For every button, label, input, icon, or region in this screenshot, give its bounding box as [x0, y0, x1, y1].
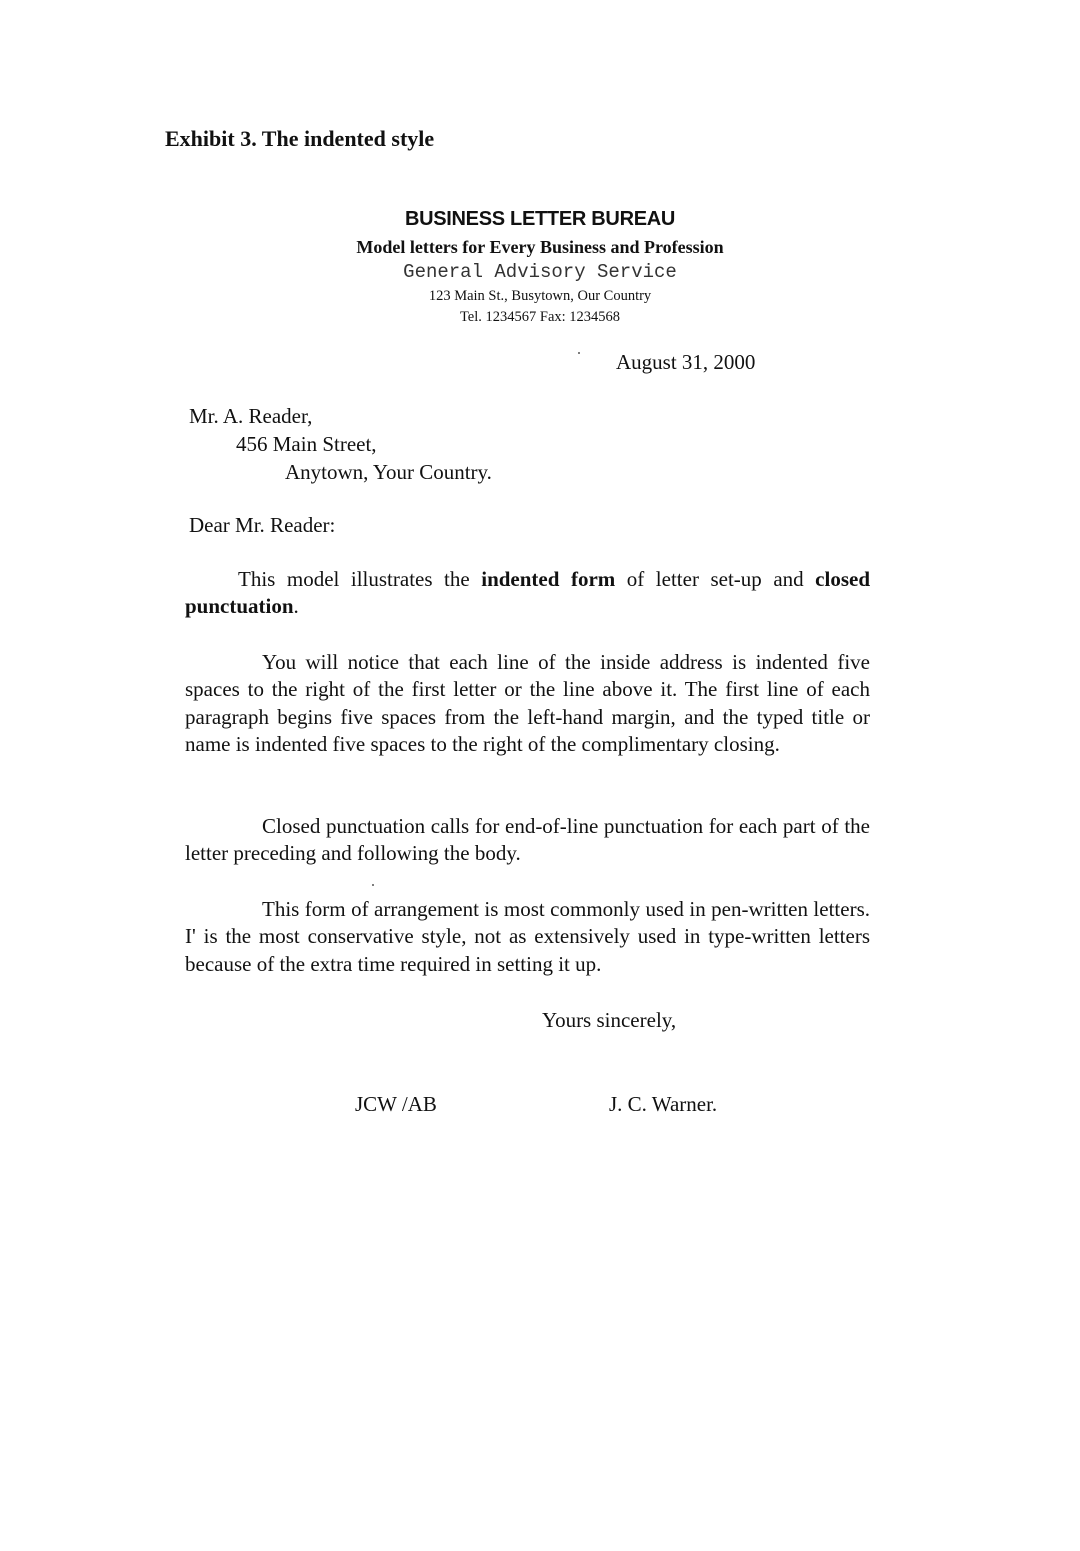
exhibit-title: Exhibit 3. The indented style: [165, 126, 435, 151]
reference-initials: JCW /AB: [355, 1092, 437, 1116]
letterhead-service: General Advisory Service: [403, 261, 677, 283]
inside-address-line: Anytown, Your Country.: [285, 460, 492, 484]
paragraph-text: .: [293, 594, 299, 619]
salutation: Dear Mr. Reader:: [189, 513, 336, 537]
inside-address-line: Mr. A. Reader,: [189, 404, 313, 428]
letterhead-address: 123 Main St., Busytown, Our Country: [428, 288, 652, 304]
letterhead-tagline: Model letters for Every Business and Profession: [356, 237, 724, 257]
body-paragraph-4: This form of arrangement is most commonly used in pen-written letters. I' is the most conservative style, not as extensively used in type-written letters because of the extra time required in setting it up.: [185, 897, 870, 976]
signer-name: J. C. Warner.: [609, 1092, 718, 1116]
body-paragraph-1: [185, 566, 870, 621]
body-paragraph-2: You will notice that each line of the inside address is indented five spaces to the right of the first letter or the line above it. The first line of each paragraph begins five spaces from the left-hand margin, and the typed title or name is indented five spaces to the right of the complimentary closing.: [185, 650, 870, 756]
bold-phrase: indented form: [481, 567, 616, 591]
body-paragraph-3: Closed punctuation calls for end-of-line punctuation for each part of the letter preceding and following the body.: [185, 814, 870, 866]
bold-phrase: closed punctuation: [185, 567, 870, 619]
inside-address-line: 456 Main Street,: [236, 432, 377, 456]
letterhead-phone: Tel. 1234567 Fax: 1234568: [459, 309, 621, 325]
complimentary-closing: Yours sincerely,: [542, 1008, 677, 1032]
scan-speck: [578, 352, 580, 354]
paragraph-text: This model illustrates the: [238, 567, 482, 591]
letterhead-company: BUSINESS LETTER BUREAU: [404, 208, 676, 230]
paragraph-text: of letter set-up and: [615, 567, 816, 591]
scan-speck: [372, 884, 374, 886]
letter-date: August 31, 2000: [616, 350, 756, 374]
